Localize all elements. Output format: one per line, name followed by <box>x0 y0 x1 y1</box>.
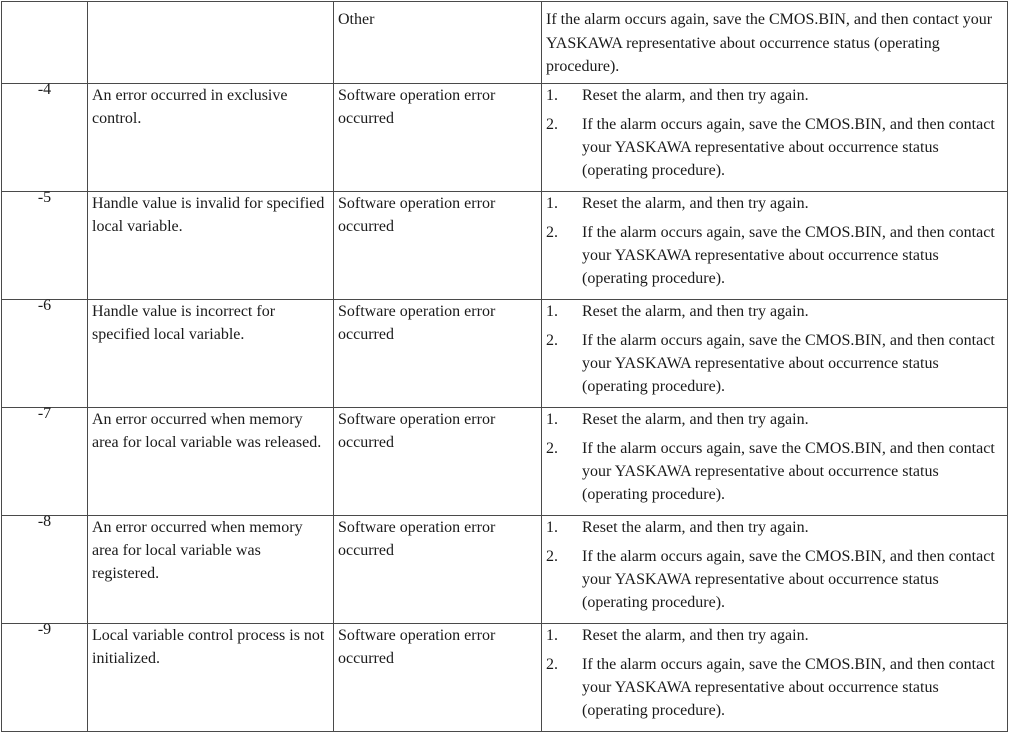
code-cell <box>2 81 88 192</box>
step-text: Reset the alarm, and then try again. <box>582 195 809 212</box>
action-step <box>546 221 1003 290</box>
step-number: 2. <box>546 656 558 673</box>
description-cell: Handle value is invalid for specified local variable. <box>88 192 334 300</box>
table-row <box>2 2 1008 84</box>
table-row <box>2 84 1008 192</box>
step-text: If the alarm occurs again, save the CMOS.BIN, and then contact your YASKAWA representative about occurrence status (operating procedure). <box>582 116 995 179</box>
step-number: 1. <box>546 519 558 536</box>
code-cell <box>2 2 88 84</box>
step-text: If the alarm occurs again, save the CMOS.BIN, and then contact your YASKAWA representative about occurrence status (operating procedure). <box>582 440 995 503</box>
action-step <box>546 84 1003 107</box>
action-cell <box>542 2 1008 84</box>
code-cell <box>2 297 88 408</box>
cause-cell: Software operation error occurred <box>334 516 542 624</box>
step-text: Reset the alarm, and then try again. <box>582 519 809 536</box>
step-number: 2. <box>546 548 558 565</box>
cause-cell: Software operation error occurred <box>334 84 542 192</box>
step-number: 1. <box>546 195 558 212</box>
description-cell: Local variable control process is not initialized. <box>88 624 334 732</box>
table-row <box>2 624 1008 732</box>
step-text: If the alarm occurs again, save the CMOS.BIN, and then contact your YASKAWA representative about occurrence status (operating procedure). <box>582 224 995 287</box>
description-cell <box>88 2 334 84</box>
code-cell <box>2 405 88 516</box>
description-cell: An error occurred when memory area for local variable was registered. <box>88 516 334 624</box>
step-text: Reset the alarm, and then try again. <box>582 411 809 428</box>
description-cell: An error occurred when memory area for local variable was released. <box>88 408 334 516</box>
action-step <box>546 300 1003 323</box>
action-step <box>546 113 1003 182</box>
step-number: 2. <box>546 332 558 349</box>
step-number: 1. <box>546 627 558 644</box>
alarm-code: -6 <box>37 297 52 314</box>
alarm-table <box>1 1 1008 732</box>
cause-cell: Software operation error occurred <box>334 408 542 516</box>
cause-cell: Software operation error occurred <box>334 192 542 300</box>
table-row <box>2 300 1008 408</box>
step-text: If the alarm occurs again, save the CMOS.BIN, and then contact your YASKAWA representative about occurrence status (operating procedure). <box>582 548 995 611</box>
step-text: Reset the alarm, and then try again. <box>582 627 809 644</box>
step-number: 2. <box>546 116 558 133</box>
alarm-code: -5 <box>37 189 52 206</box>
table-row <box>2 516 1008 624</box>
cause-cell: Other <box>334 2 542 84</box>
step-text: Reset the alarm, and then try again. <box>582 87 809 104</box>
cause-cell: Software operation error occurred <box>334 624 542 732</box>
alarm-code: -4 <box>37 81 52 98</box>
step-number: 2. <box>546 224 558 241</box>
step-number: 1. <box>546 87 558 104</box>
action-step <box>546 545 1003 614</box>
action-cell <box>542 192 1008 300</box>
action-cell <box>542 300 1008 408</box>
action-step <box>546 408 1003 431</box>
description-cell: Handle value is incorrect for specified local variable. <box>88 300 334 408</box>
step-text: If the alarm occurs again, save the CMOS.BIN, and then contact your YASKAWA representative about occurrence status (operating procedure). <box>582 332 995 395</box>
action-step <box>546 192 1003 215</box>
step-number: 1. <box>546 411 558 428</box>
cause-cell: Software operation error occurred <box>334 300 542 408</box>
action-step <box>546 624 1003 647</box>
alarm-code: -9 <box>37 621 52 638</box>
action-cell <box>542 84 1008 192</box>
code-cell <box>2 513 88 624</box>
action-cell <box>542 408 1008 516</box>
step-text: If the alarm occurs again, save the CMOS.BIN, and then contact your YASKAWA representative about occurrence status (operating procedure). <box>582 656 995 719</box>
alarm-code: -7 <box>37 405 52 422</box>
action-step <box>546 329 1003 398</box>
description-cell: An error occurred in exclusive control. <box>88 84 334 192</box>
alarm-table-body <box>2 2 1008 732</box>
step-number: 1. <box>546 303 558 320</box>
code-cell <box>2 189 88 300</box>
action-cell <box>542 516 1008 624</box>
action-cell <box>542 624 1008 732</box>
alarm-code: -8 <box>37 513 52 530</box>
action-step <box>546 653 1003 722</box>
action-step <box>546 516 1003 539</box>
action-text: If the alarm occurs again, save the CMOS.BIN, and then contact your YASKAWA representative about occurrence status (operating procedure). <box>546 11 993 75</box>
table-row <box>2 192 1008 300</box>
table-row <box>2 408 1008 516</box>
action-step <box>546 437 1003 506</box>
code-cell <box>2 621 88 732</box>
step-text: Reset the alarm, and then try again. <box>582 303 809 320</box>
step-number: 2. <box>546 440 558 457</box>
